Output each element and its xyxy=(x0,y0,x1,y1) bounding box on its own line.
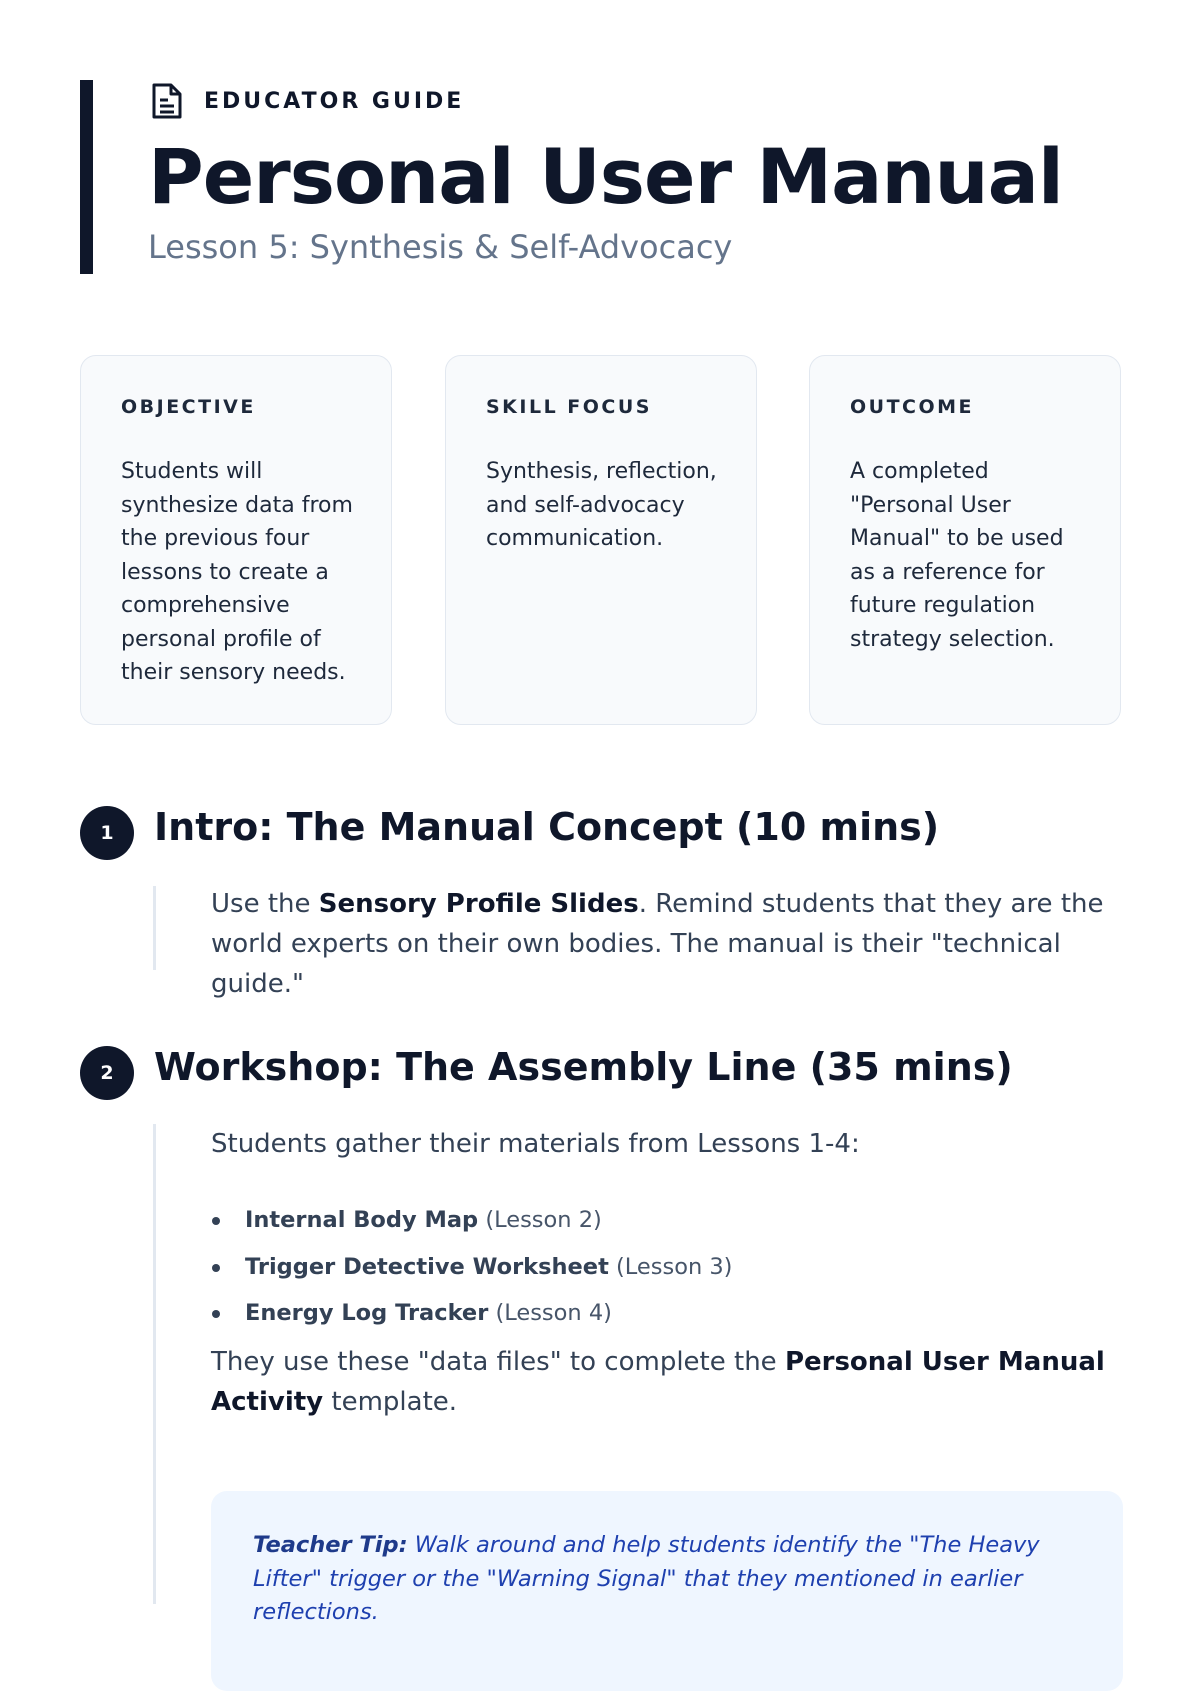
outcome-card xyxy=(809,355,1121,725)
bullet-dot xyxy=(212,1310,220,1318)
material-name: Trigger Detective Worksheet xyxy=(245,1253,609,1280)
eyebrow-label: EDUCATOR GUIDE xyxy=(204,88,465,114)
objective-card xyxy=(80,355,392,725)
eyebrow xyxy=(150,82,464,120)
material-lesson: (Lesson 3) xyxy=(615,1253,733,1280)
header-accent-bar xyxy=(80,80,93,274)
material-name: Energy Log Tracker xyxy=(245,1300,489,1326)
card-text: Students will synthesize data from the previous four lessons to create a comprehensive personal profile of their sensory needs. xyxy=(121,459,353,685)
skill-focus-card xyxy=(445,355,757,725)
section-intro-text: Students gather their materials from Lessons 1-4: xyxy=(211,1129,860,1159)
section-title: Intro: The Manual Concept (10 mins) xyxy=(154,805,940,849)
material-lesson: (Lesson 4) xyxy=(495,1300,612,1326)
card-text: Synthesis, reflection, and self-advocacy communication. xyxy=(486,459,717,551)
card-label: OBJECTIVE xyxy=(121,396,256,418)
section-usage-text xyxy=(211,1342,1131,1422)
materials-list xyxy=(211,1197,1111,1337)
section-rule xyxy=(153,886,156,970)
section-number-badge: 2 xyxy=(80,1046,134,1100)
teacher-tip-callout xyxy=(211,1491,1123,1691)
body-text: template. xyxy=(323,1387,458,1417)
card-label: SKILL FOCUS xyxy=(486,396,652,418)
document-icon xyxy=(150,82,184,120)
card-label: OUTCOME xyxy=(850,396,975,418)
bullet-dot xyxy=(212,1217,220,1225)
summary-cards xyxy=(80,355,1120,725)
page-title: Personal User Manual xyxy=(148,132,1063,221)
card-text: A completed "Personal User Manual" to be used as a reference for future regulation strategy selection. xyxy=(850,459,1064,652)
body-text: Use the xyxy=(211,889,319,919)
list-item xyxy=(211,1244,1111,1291)
section-rule xyxy=(153,1124,156,1604)
sensory-profile-slides-ref: Sensory Profile Slides xyxy=(318,889,639,919)
activity-template-ref: Personal User Manual Activity xyxy=(211,1347,1105,1417)
tip-text: Walk around and help students identify the "The Heavy Lifter" trigger or the "Warning Signal" that they mentioned in earlier reflections. xyxy=(253,1532,1040,1625)
body-text: . Remind students that they are the world experts on their own bodies. The manual is their "technical guide." xyxy=(211,889,1104,999)
section-workshop xyxy=(80,1045,1120,1625)
page-header xyxy=(80,80,1120,274)
section-intro xyxy=(80,805,1120,999)
list-item xyxy=(211,1197,1111,1244)
tip-label: Teacher Tip: xyxy=(253,1532,408,1558)
list-item xyxy=(211,1290,1111,1337)
material-lesson: (Lesson 2) xyxy=(485,1207,602,1233)
page-subtitle: Lesson 5: Synthesis & Self-Advocacy xyxy=(148,228,733,266)
bullet-dot xyxy=(212,1264,220,1272)
section-body xyxy=(211,884,1131,1004)
material-name: Internal Body Map xyxy=(245,1207,479,1233)
section-number-badge: 1 xyxy=(80,806,134,860)
section-title: Workshop: The Assembly Line (35 mins) xyxy=(154,1045,1013,1089)
body-text: They use these "data files" to complete the xyxy=(211,1347,785,1377)
